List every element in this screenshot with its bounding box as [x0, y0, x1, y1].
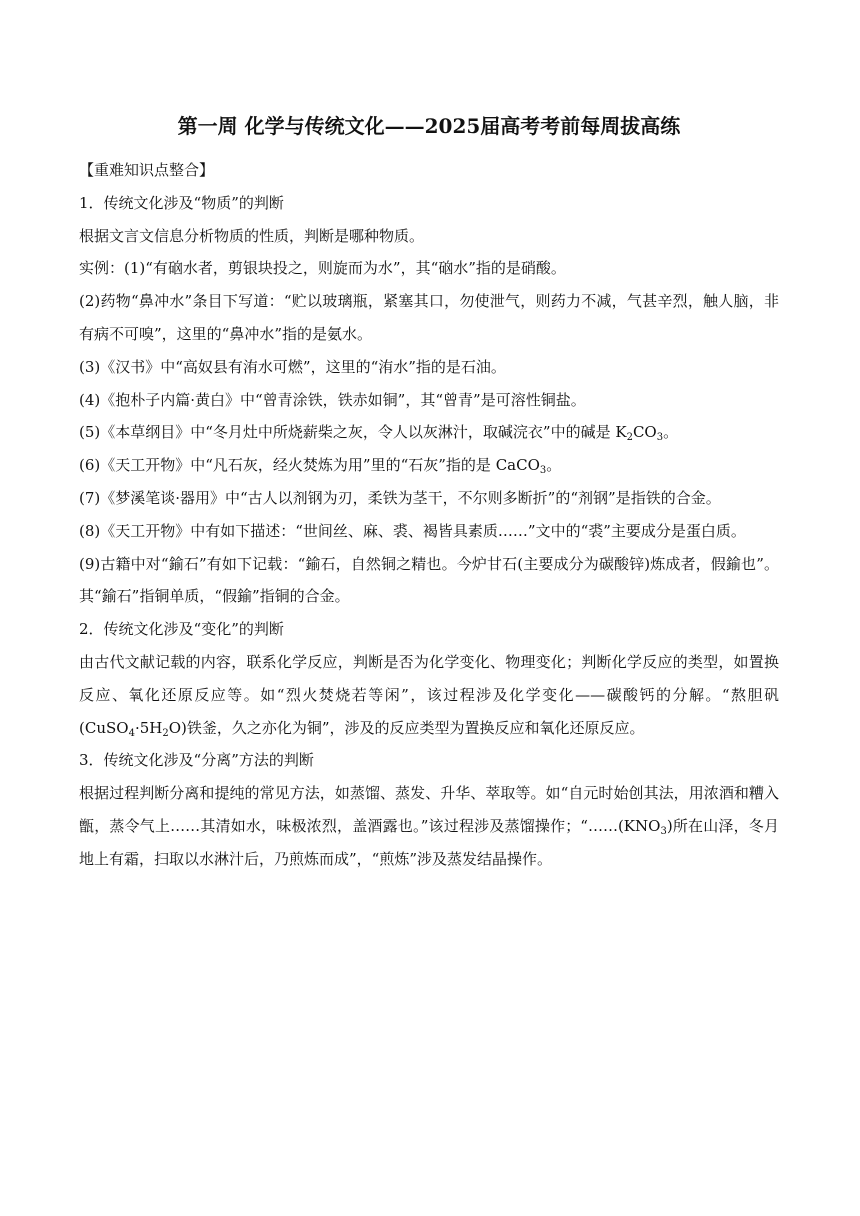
example-4: (4)《抱朴子内篇·黄白》中“曾青涂铁，铁赤如铜”，其“曾青”是可溶性铜盐。 [79, 390, 586, 409]
example-8: (8)《天工开物》中有如下描述：“世间丝、麻、裘、褐皆具素质……”文中的“裘”主要成分是蛋白质。 [79, 521, 746, 540]
paragraph-change [79, 646, 779, 744]
example-9: (9)古籍中对“鍮石”有如下记载：“鍮石，自然铜之精也。今炉甘石(主要成分为碳酸锌)炼成者，假鍮也”。其“鍮石”指铜单质，“假鍮”指铜的合金。 [79, 554, 779, 606]
example-7: (7)《梦溪笔谈·器用》中“古人以剂钢为刃，柔铁为茎干，不尔则多断折”的“剂钢”是指铁的合金。 [79, 488, 721, 507]
formula-text: ·5H [134, 718, 163, 737]
punctuation: 。 [546, 456, 562, 475]
example-6-text: (6)《天工开物》中“凡石灰，经火焚炼为用”里的“石灰”指的是 CaCO [79, 456, 540, 475]
example-5-text: (5)《本草纲目》中“冬月灶中所烧薪柴之灰，令人以灰淋汁，取碱浣衣”中的碱是 K [79, 423, 627, 442]
page-title: 第一周 化学与传统文化——2025届高考考前每周拔高练 [177, 114, 681, 138]
punctuation: 。 [663, 423, 679, 442]
heading-change: 2．传统文化涉及“变化”的判断 [79, 620, 284, 639]
example-2: (2)药物“鼻冲水”条目下写道：“贮以玻璃瓶，紧塞其口，勿使泄气，则药力不减，气甚辛烈，触人脑，非有病不可嗅”，这里的“鼻冲水”指的是氨水。 [79, 292, 779, 343]
example-6 [79, 449, 779, 482]
example-3: (3)《汉书》中“高奴县有洧水可燃”，这里的“洧水”指的是石油。 [79, 357, 506, 376]
subscript: 3 [656, 432, 664, 444]
subscript: 2 [626, 432, 633, 444]
paragraph-separation-text: 根据过程判断分离和提纯的常见方法，如蒸馏、蒸发、升华、萃取等。如“自元时始创其法，用浓酒和糟入甑，蒸令气上……其清如水，味极浓烈，盖酒露也。”该过程涉及蒸馏操作；“……(KNO [79, 784, 779, 835]
formula-text: CO [632, 423, 657, 442]
paragraph-separation [79, 777, 779, 875]
section-header: 【重难知识点整合】 [79, 161, 215, 179]
paragraph-change-text: 由古代文献记载的内容，联系化学反应，判断是否为化学变化、物理变化；判断化学反应的类型，如置换反应、氧化还原反应等。如“烈火焚烧若等闲”，该过程涉及化学变化——碳酸钙的分解。“熬胆矾(CuSO [79, 652, 779, 737]
example-5 [79, 416, 779, 449]
example-1: 实例：(1)“有硇水者，剪银块投之，则旋而为水”，其“硇水”指的是硝酸。 [79, 259, 566, 278]
paragraph-separation-tail: )所在山泽，冬月地上有霜，扫取以水淋汁后，乃煎炼而成”，“煎炼”涉及蒸发结晶操作。 [79, 816, 780, 868]
document-page [79, 112, 779, 876]
subscript: 3 [660, 825, 667, 837]
heading-substance: 1．传统文化涉及“物质”的判断 [79, 193, 284, 212]
subscript: 4 [128, 727, 135, 739]
subscript: 2 [162, 727, 169, 739]
paragraph-change-tail: O)铁釜，久之亦化为铜”，涉及的反应类型为置换反应和氧化还原反应。 [168, 718, 645, 737]
subscript: 3 [539, 465, 547, 477]
intro-substance: 根据文言文信息分析物质的性质，判断是哪种物质。 [79, 226, 425, 245]
heading-separation: 3．传统文化涉及“分离”方法的判断 [79, 751, 314, 770]
